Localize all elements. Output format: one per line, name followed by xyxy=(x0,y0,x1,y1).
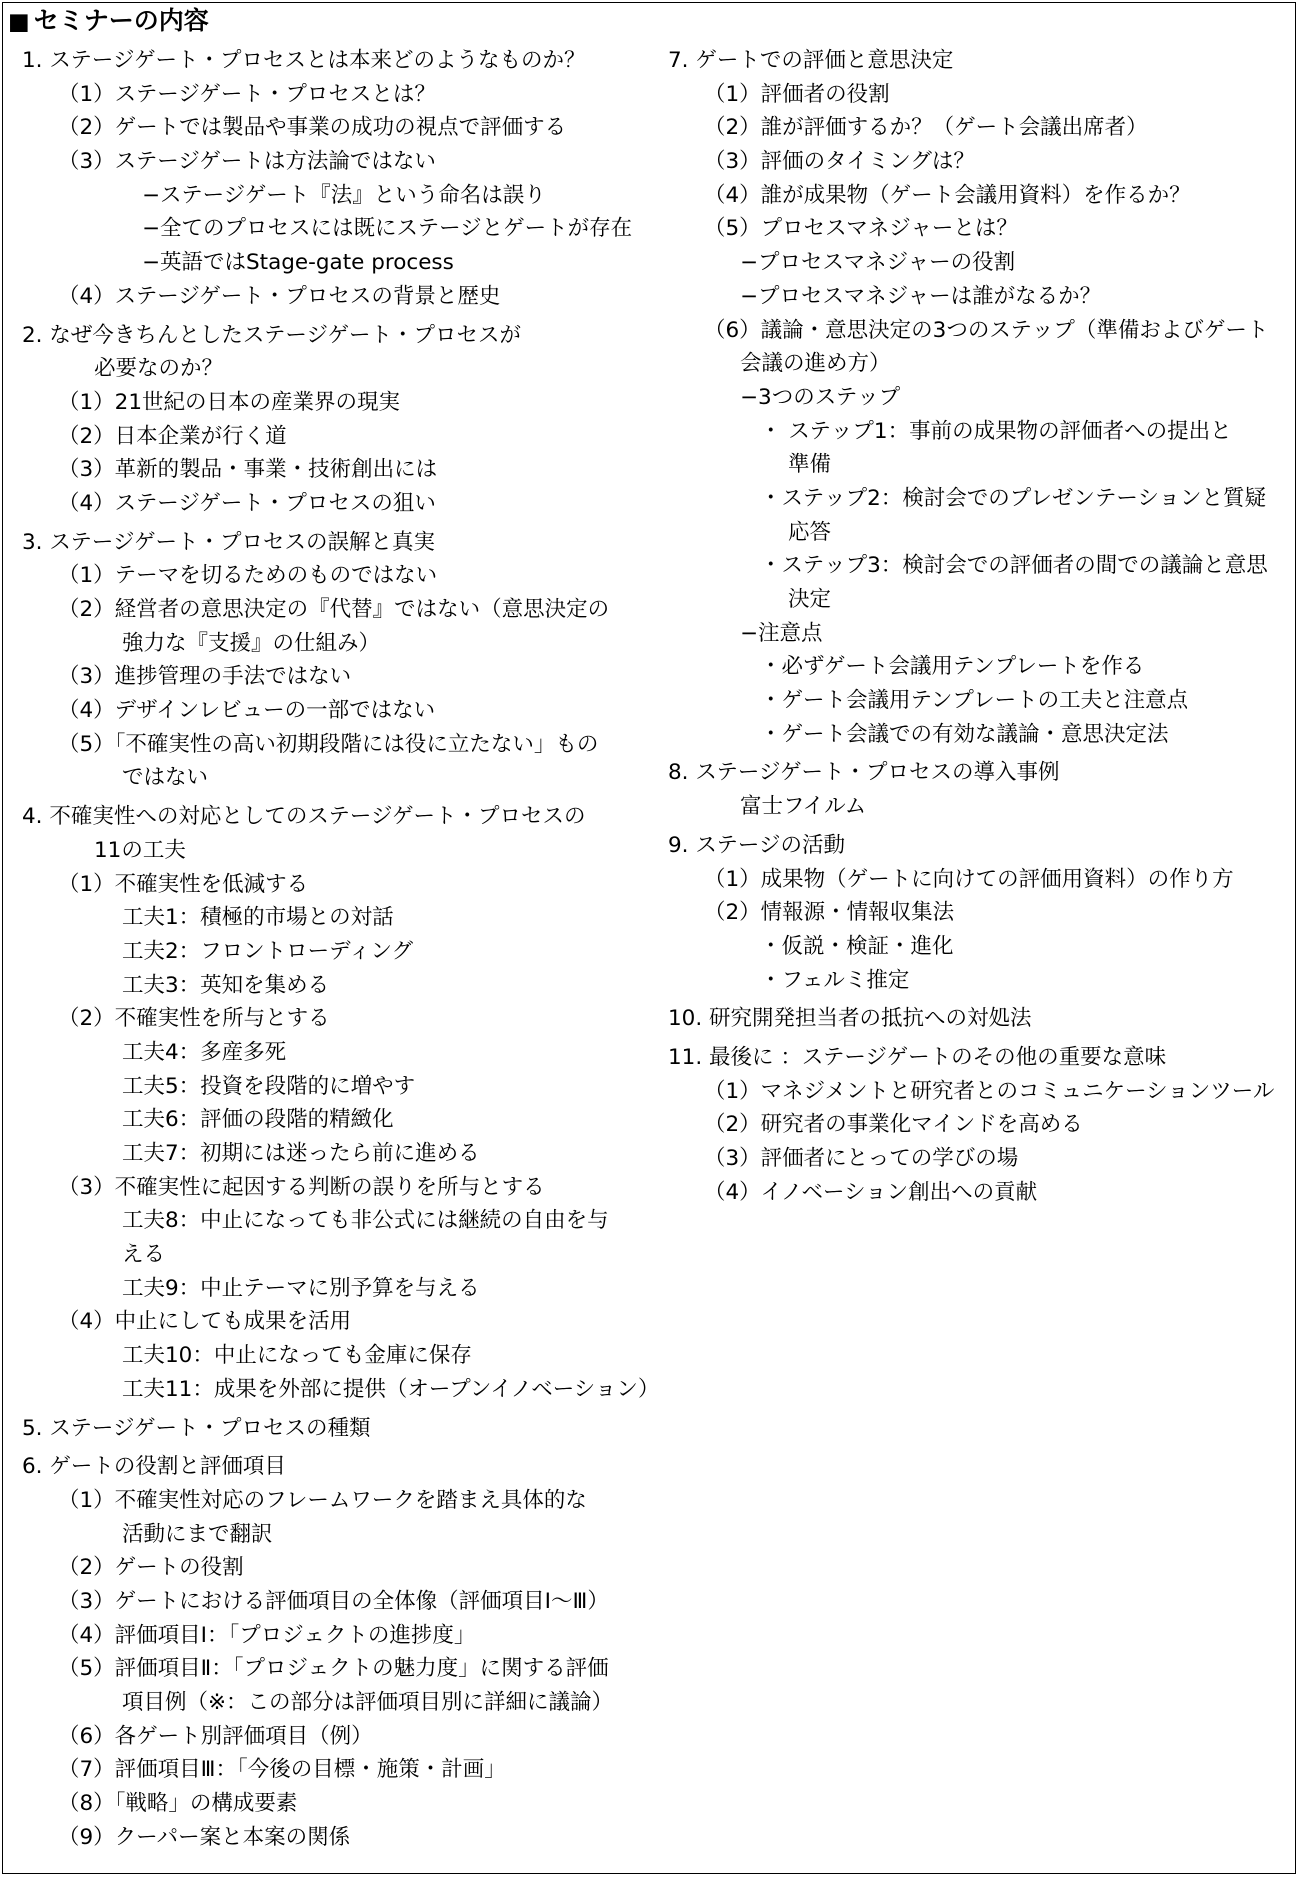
outline-item: 工夫1：積極的市場との対話 xyxy=(122,905,394,931)
outline-item: 工夫8：中止になっても非公式には継続の自由を与 xyxy=(122,1208,609,1234)
outline-item: （4）デザインレビューの一部ではない xyxy=(58,698,436,724)
section-heading: 4. 不確実性への対応としてのステージゲート・プロセスの xyxy=(22,804,586,830)
outline-item: 工夫10：中止になっても金庫に保存 xyxy=(122,1343,472,1369)
outline-item: （4）中止にしても成果を活用 xyxy=(58,1309,352,1335)
section-heading: 6. ゲートの役割と評価項目 xyxy=(22,1454,286,1480)
outline-item: −英語ではStage-gate process xyxy=(142,250,454,276)
outline-item: ・ゲート会議での有効な議論・意思決定法 xyxy=(760,721,1169,747)
outline-section xyxy=(668,44,1288,751)
outline-item: （2）誰が評価するか？（ゲート会議出席者） xyxy=(704,115,1148,141)
outline-item: （3）不確実性に起因する判断の誤りを所与とする xyxy=(58,1174,545,1200)
outline-item: （2）日本企業が行く道 xyxy=(58,423,287,449)
outline-item: （4）評価項目Ⅰ：「プロジェクトの進捗度」 xyxy=(58,1622,476,1648)
outline-item: 工夫2：フロントローディング xyxy=(122,938,414,964)
outline-item: （5）「不確実性の高い初期段階には役に立たない」もの xyxy=(58,731,599,757)
page-title xyxy=(8,6,209,37)
outline-item: 工夫11：成果を外部に提供（オープンイノベーション） xyxy=(122,1376,660,1402)
outline-item: （2）不確実性を所与とする xyxy=(58,1006,330,1032)
outline-item: ・ ステップ1：事前の成果物の評価者への提出と xyxy=(760,418,1232,444)
outline-item: （3）評価者にとっての学びの場 xyxy=(704,1146,1019,1171)
outline-item: 応答 xyxy=(788,519,832,545)
outline-item: （4）ステージゲート・プロセスの狙い xyxy=(58,490,436,516)
outline-section xyxy=(668,1041,1288,1209)
outline-item: （3）革新的製品・事業・技術創出には xyxy=(58,457,438,483)
outline-item: （6）議論・意思決定の3つのステップ（準備およびゲート xyxy=(704,317,1269,343)
outline-section xyxy=(22,526,662,796)
outline-item: （3）進捗管理の手法ではない xyxy=(58,664,352,690)
outline-item: える xyxy=(122,1242,166,1268)
outline-item: （2）ゲートでは製品や事業の成功の視点で評価する xyxy=(58,115,567,141)
outline-item: 工夫9：中止テーマに別予算を与える xyxy=(122,1275,480,1301)
outline-item: 工夫6：評価の段階的精緻化 xyxy=(122,1107,394,1133)
outline-item: ではない xyxy=(122,765,209,791)
outline-item: −注意点 xyxy=(740,620,823,646)
square-bullet-icon: ■ xyxy=(8,9,30,35)
outline-item: ・必ずゲート会議用テンプレートを作る xyxy=(760,654,1145,680)
outline-item: −プロセスマネジャーの役割 xyxy=(740,250,1016,276)
outline-item: （7）評価項目Ⅲ：「今後の目標・施策・計画」 xyxy=(58,1757,506,1783)
outline-item: 会議の進め方） xyxy=(740,351,891,377)
section-heading: 7. ゲートでの評価と意思決定 xyxy=(668,48,954,73)
outline-item: 11の工夫 xyxy=(94,837,186,863)
outline-item: （1）評価者の役割 xyxy=(704,81,890,107)
section-heading: 3. ステージゲート・プロセスの誤解と真実 xyxy=(22,529,436,555)
outline-item: （1）成果物（ゲートに向けての評価用資料）の作り方 xyxy=(704,866,1234,892)
outline-item: 工夫7：初期には迷ったら前に進める xyxy=(122,1141,480,1166)
outline-item: −プロセスマネジャーは誰がなるか？ xyxy=(740,283,1102,309)
outline-item: （3）ステージゲートは方法論ではない xyxy=(58,149,436,175)
outline-item: −全てのプロセスには既にステージとゲートが存在 xyxy=(142,216,633,242)
outline-item: ・ステップ3：検討会での評価者の間での議論と意思 xyxy=(760,553,1268,579)
outline-item: （1）マネジメントと研究者とのコミュニケーションツール xyxy=(704,1078,1275,1104)
outline-section xyxy=(668,1002,1288,1036)
outline-section xyxy=(22,44,662,314)
outline-item: （3）評価のタイミングは？ xyxy=(704,149,975,175)
outline-item: （9）クーパー案と本案の関係 xyxy=(58,1824,351,1850)
outline-item: （2）情報源・情報収集法 xyxy=(704,900,955,926)
outline-item: （1）不確実性対応のフレームワークを踏まえ具体的な xyxy=(58,1487,587,1513)
outline-section xyxy=(668,829,1288,997)
outline-item: （8）「戦略」の構成要素 xyxy=(58,1791,298,1817)
outline-item: （1）テーマを切るためのものではない xyxy=(58,563,438,589)
outline-item: 項目例（※：この部分は評価項目別に詳細に議論） xyxy=(122,1690,614,1715)
outline-item: 決定 xyxy=(788,587,832,612)
section-heading: 5. ステージゲート・プロセスの種類 xyxy=(22,1415,371,1441)
outline-item: ・ゲート会議用テンプレートの工夫と注意点 xyxy=(760,688,1189,714)
outline-item: 必要なのか？ xyxy=(94,356,224,382)
section-heading: 8. ステージゲート・プロセスの導入事例 xyxy=(668,760,1060,786)
outline-item: （2）経営者の意思決定の『代替』ではない（意思決定の xyxy=(58,597,610,622)
outline-item: （1）ステージゲート・プロセスとは？ xyxy=(58,81,436,107)
outline-item: 活動にまで翻訳 xyxy=(122,1521,273,1547)
outline-item: （5）プロセスマネジャーとは？ xyxy=(704,216,1018,242)
left-column xyxy=(22,44,662,1854)
section-heading: 10. 研究開発担当者の抵抗への対処法 xyxy=(668,1006,1032,1032)
outline-section xyxy=(22,1450,662,1854)
outline-item: （5）評価項目Ⅱ：「プロジェクトの魅力度」に関する評価 xyxy=(58,1656,609,1682)
outline-item: （2）研究者の事業化マインドを高める xyxy=(704,1112,1083,1138)
outline-item: 強力な『支援』の仕組み） xyxy=(122,630,381,656)
right-column xyxy=(668,44,1288,1209)
outline-item: （1）不確実性を低減する xyxy=(58,871,309,897)
outline-section xyxy=(22,319,662,521)
section-heading: 2. なぜ今きちんとしたステージゲート・プロセスが xyxy=(22,322,522,348)
outline-item: ・フェルミ推定 xyxy=(760,967,910,993)
outline-item: （6）各ゲート別評価項目（例） xyxy=(58,1723,373,1749)
outline-item: （1）21世紀の日本の産業界の現実 xyxy=(58,389,401,415)
outline-item: 富士フイルム xyxy=(740,794,867,820)
outline-item: ・ステップ2：検討会でのプレゼンテーションと質疑 xyxy=(760,485,1267,511)
section-heading: 9. ステージの活動 xyxy=(668,832,845,858)
outline-item: （2）ゲートの役割 xyxy=(58,1555,244,1581)
outline-item: ・仮説・検証・進化 xyxy=(760,933,954,959)
outline-item: 準備 xyxy=(788,452,832,478)
outline-item: （3）ゲートにおける評価項目の全体像（評価項目Ⅰ〜Ⅲ） xyxy=(58,1588,609,1614)
outline-item: 工夫3：英知を集める xyxy=(122,972,330,998)
outline-section xyxy=(22,1412,662,1446)
section-heading: 11. 最後に ：ステージゲートのその他の重要な意味 xyxy=(668,1044,1167,1070)
outline-item: （4）誰が成果物（ゲート会議用資料）を作るか？ xyxy=(704,182,1191,208)
outline-section xyxy=(22,800,662,1406)
outline-item: −ステージゲート『法』という命名は誤り xyxy=(142,182,546,208)
outline-item: −3つのステップ xyxy=(740,384,901,410)
section-heading: 1. ステージゲート・プロセスとは本来どのようなものか？ xyxy=(22,48,586,73)
page-title-text: セミナーの内容 xyxy=(33,6,209,35)
outline-section xyxy=(668,756,1288,823)
outline-item: （4）ステージゲート・プロセスの背景と歴史 xyxy=(58,283,501,309)
outline-item: 工夫5：投資を段階的に増やす xyxy=(122,1073,416,1099)
outline-item: 工夫4：多産多死 xyxy=(122,1039,287,1065)
outline-item: （4）イノベーション創出への貢献 xyxy=(704,1179,1038,1205)
